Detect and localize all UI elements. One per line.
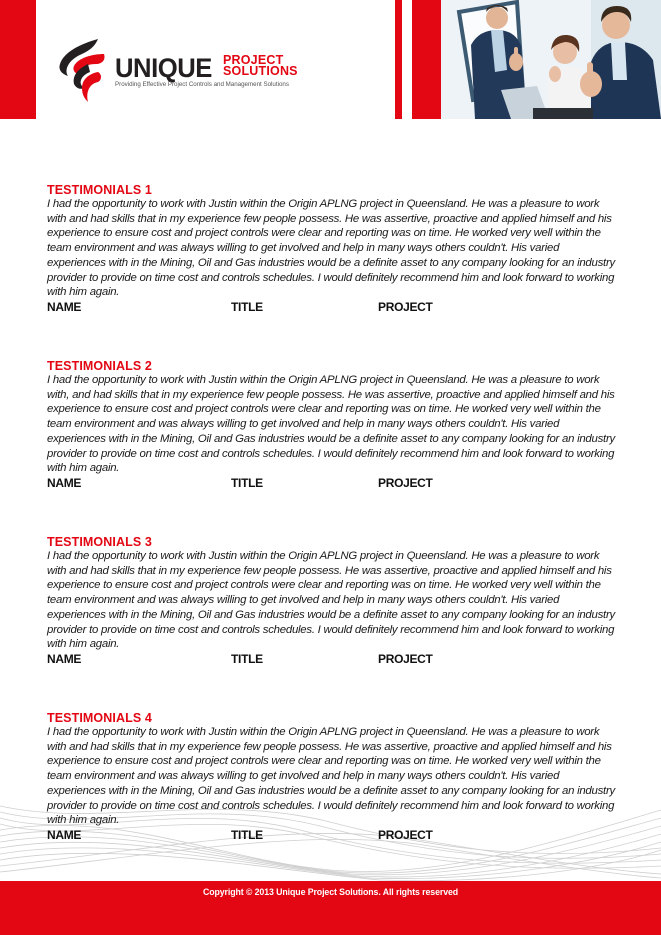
testimonial-heading: TESTIMONIALS 3 xyxy=(47,535,152,549)
testimonial-meta xyxy=(47,652,617,668)
testimonial-heading: TESTIMONIALS 1 xyxy=(47,183,152,197)
name-label: NAME xyxy=(47,827,82,842)
testimonial-meta xyxy=(47,476,617,492)
red-stripe-thin xyxy=(395,0,402,119)
logo-tagline: Providing Effective Project Controls and Management Solutions xyxy=(115,81,289,88)
title-label: TITLE xyxy=(231,475,263,490)
page-footer xyxy=(0,881,661,935)
header-team-photo xyxy=(441,0,661,119)
testimonial-meta xyxy=(47,300,617,316)
swirl-flame-logo-icon xyxy=(58,38,114,102)
testimonial-2 xyxy=(47,359,617,492)
logo-brand-secondary-line1: PROJECT xyxy=(223,53,284,67)
left-red-bar xyxy=(0,0,36,119)
project-label: PROJECT xyxy=(378,299,433,314)
name-label: NAME xyxy=(47,299,82,314)
testimonial-1 xyxy=(47,183,617,316)
testimonial-body: I had the opportunity to work with Justin within the Origin APLNG project in Queensland. He was a pleasure to work with and had skills that in my experience few people possess. He was assertive, proactive and applied himself and his experience to ensure cost and project controls were clear and reporting was on time. He worked very well within the team environment and was always willing to get involved and help in many ways others couldn't. His varied experiences with in the Mining, Oil and Gas industries would be a definite asset to any company looking for an industry provider to provide on time cost and controls schedules. I would definitely recommend him and look forward to working with him again. xyxy=(47,198,615,299)
logo-brand-secondary xyxy=(223,55,298,77)
title-label: TITLE xyxy=(231,827,263,842)
name-label: NAME xyxy=(47,475,82,490)
page-header xyxy=(0,0,661,119)
team-photo-illustration xyxy=(441,0,661,119)
testimonial-body: I had the opportunity to work with Justin within the Origin APLNG project in Queensland. He was a pleasure to work with, and had skills that in my experience few people possess. He was assertive, proactive and applied himself and his experience to ensure cost and project controls were clear and reporting was on time. He worked very well within the team environment and was always willing to get involved and help in many ways others couldn't. His varied experiences with in the Mining, Oil and Gas industries would be a definite asset to any company looking for an industry provider to provide on time cost and controls schedules. I would definitely recommend him and look forward to working with him again. xyxy=(47,374,615,475)
project-label: PROJECT xyxy=(378,651,433,666)
testimonial-3 xyxy=(47,535,617,668)
testimonial-body: I had the opportunity to work with Justin within the Origin APLNG project in Queensland. He was a pleasure to work with and had skills that in my experience few people possess. He was assertive, proactive and applied himself and his experience to ensure cost and project controls were clear and reporting was on time. He worked very well within the team environment and was always willing to get involved and help in many ways others couldn't. His varied experiences with in the Mining, Oil and Gas industries would be a definite asset to any company looking for an industry provider to provide on time cost and controls schedules. I would definitely recommend him and look forward to working with him again. xyxy=(47,550,615,651)
testimonial-heading: TESTIMONIALS 4 xyxy=(47,711,152,725)
red-stripe-wide xyxy=(412,0,441,119)
project-label: PROJECT xyxy=(378,475,433,490)
logo-brand-secondary-line2: SOLUTIONS xyxy=(223,64,298,78)
title-label: TITLE xyxy=(231,651,263,666)
company-logo xyxy=(58,38,318,104)
project-label: PROJECT xyxy=(378,827,433,842)
name-label: NAME xyxy=(47,651,82,666)
title-label: TITLE xyxy=(231,299,263,314)
testimonial-heading: TESTIMONIALS 2 xyxy=(47,359,152,373)
logo-brand-primary: UNIQUE xyxy=(115,53,212,83)
testimonial-4 xyxy=(47,711,617,844)
testimonial-body: I had the opportunity to work with Justin within the Origin APLNG project in Queensland. He was a pleasure to work with and had skills that in my experience few people possess. He was assertive, proactive and applied himself and his experience to ensure cost and project controls were clear and reporting was on time. He worked very well within the team environment and was always willing to get involved and help in many ways others couldn't. His varied experiences with in the Mining, Oil and Gas industries would be a definite asset to any company looking for an industry provider to provide on time cost and controls schedules. I would definitely recommend him and look forward to working with him again. xyxy=(47,726,615,827)
testimonial-meta xyxy=(47,828,617,844)
copyright-text: Copyright © 2013 Unique Project Solutions. All rights reserved xyxy=(202,887,459,897)
